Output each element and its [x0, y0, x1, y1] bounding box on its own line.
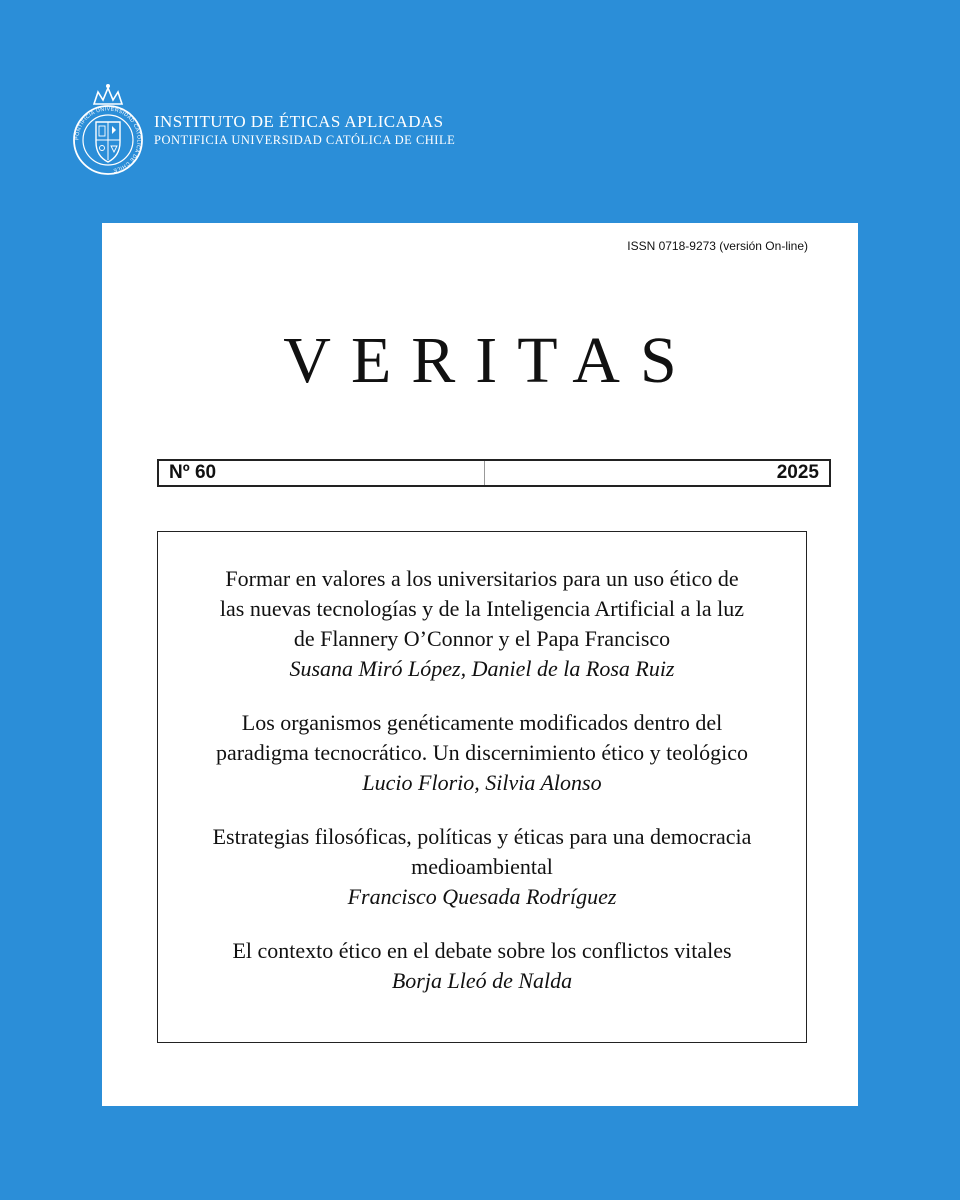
article-title-line: El contexto ético en el debate sobre los conflictos vitales [232, 938, 732, 963]
article-title-line: Estrategias filosóficas, políticas y éticas para una democracia [212, 824, 752, 849]
article-title-line: Los organismos genéticamente modificados dentro del [241, 710, 723, 735]
article-title [158, 936, 806, 966]
article-title [158, 564, 806, 654]
article-title-line: paradigma tecnocrático. Un discernimiento ético y teológico [215, 740, 749, 765]
article-authors: Francisco Quesada Rodríguez [347, 884, 617, 909]
cover-page [102, 223, 858, 1106]
table-of-contents [157, 531, 807, 1043]
article-title [158, 708, 806, 768]
article-entry [158, 822, 806, 912]
issn-label: ISSN 0718-9273 (versión On-line) [627, 239, 808, 253]
institute-name: INSTITUTO DE ÉTICAS APLICADAS [154, 112, 444, 131]
article-title-line: las nuevas tecnologías y de la Inteligencia Artificial a la luz [219, 596, 745, 621]
svg-text:PONTIFICIA UNIVERSIDAD CATOLIC: PONTIFICIA UNIVERSIDAD CATOLICA DE CHILE [74, 106, 142, 174]
article-title-line: medioambiental [411, 854, 553, 879]
institute-text [154, 112, 455, 148]
article-title [158, 822, 806, 882]
issue-bar [157, 459, 831, 487]
issue-number: Nº 60 [169, 462, 217, 483]
article-entry [158, 708, 806, 798]
issue-divider [484, 461, 485, 485]
article-title-line: Formar en valores a los universitarios para un uso ético de [225, 566, 739, 591]
university-seal-icon [72, 80, 144, 180]
article-authors: Susana Miró López, Daniel de la Rosa Ruiz [289, 656, 675, 681]
article-entry [158, 564, 806, 684]
journal-title: VERITAS [283, 324, 697, 397]
article-authors: Borja Lleó de Nalda [391, 968, 573, 993]
article-entry [158, 936, 806, 996]
university-name: PONTIFICIA UNIVERSIDAD CATÓLICA DE CHILE [154, 133, 456, 147]
issue-year: 2025 [776, 462, 819, 483]
article-authors: Lucio Florio, Silvia Alonso [362, 770, 602, 795]
article-title-line: de Flannery O’Connor y el Papa Francisco [293, 626, 671, 651]
institute-header [72, 80, 455, 180]
